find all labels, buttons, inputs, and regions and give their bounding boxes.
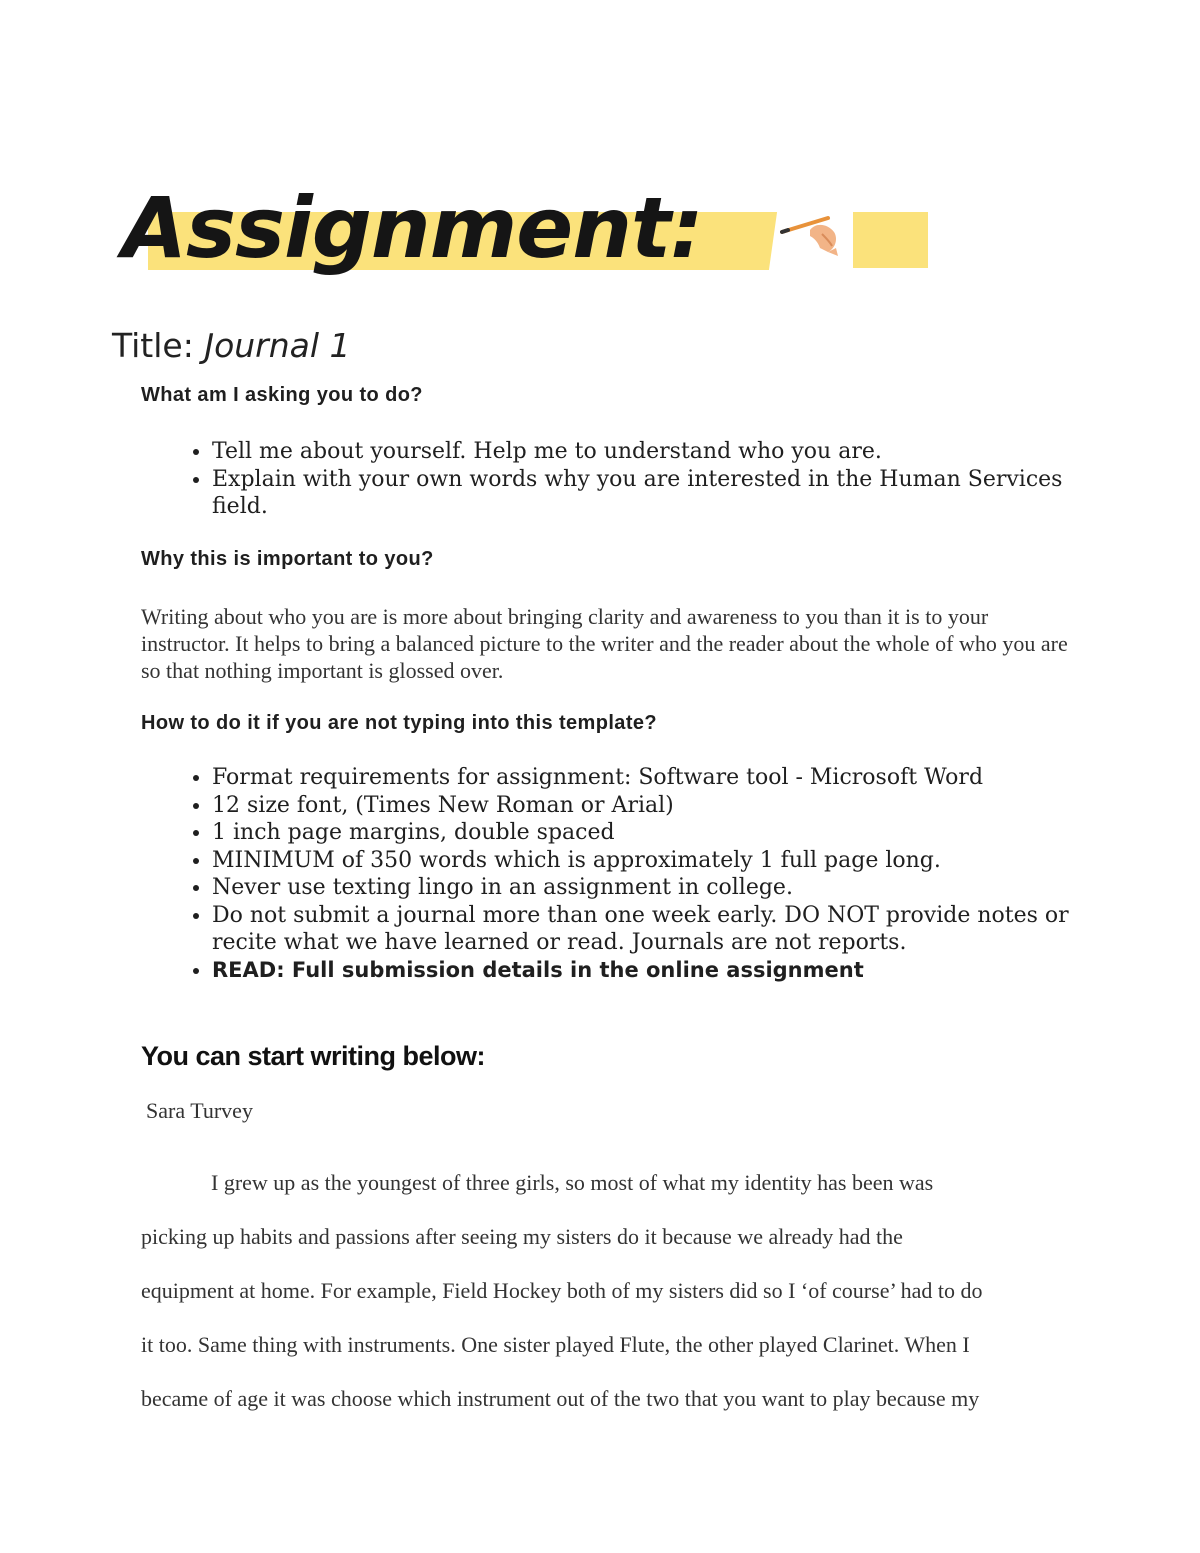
list-item: • 12 size font, (Times New Roman or Arial) [212,792,1072,820]
list-item: • 1 inch page margins, double spaced [212,819,1072,847]
essay-line: picking up habits and passions after seeing my sisters do it because we already had the [141,1224,903,1249]
list-item: • Do not submit a journal more than one week early. DO NOT provide notes or recite what we have learned or read. Journals are not reports. [212,902,1072,957]
essay-line: equipment at home. For example, Field Hockey both of my sisters did so I ‘of course’ had to do [141,1278,983,1303]
essay-body [141,1164,1061,1434]
assignment-title [112,326,351,365]
section-heading-format: How to do it if you are not typing into this template? [141,712,658,734]
list-item: • Format requirements for assignment: Software tool - Microsoft Word [212,764,1072,792]
list-item: • MINIMUM of 350 words which is approximately 1 full page long. [212,847,1072,875]
format-list [141,764,1072,984]
hand-writing-pencil-icon [780,212,852,262]
author-name: Sara Turvey [146,1098,253,1123]
title-value: Journal 1 [204,326,351,365]
essay-line: became of age it was choose which instrument out of the two that you want to play because my [141,1386,980,1411]
essay-line: it too. Same thing with instruments. One sister played Flute, the other played Clarinet. When I [141,1332,970,1357]
list-item: • Never use texting lingo in an assignment in college. [212,874,1072,902]
list-item: • Tell me about yourself. Help me to understand who you are. [212,438,1072,466]
list-item: • Explain with your own words why you are interested in the Human Services field. [212,466,1072,521]
section-heading-task: What am I asking you to do? [141,384,423,406]
section-heading-importance: Why this is important to you? [141,548,434,570]
title-label: Title: [112,326,194,365]
list-item: • READ: Full submission details in the online assignment [212,957,1072,985]
assignment-banner [118,178,938,308]
banner-title: Assignment: [122,179,703,277]
writing-heading: You can start writing below: [141,1041,486,1071]
essay-line: I grew up as the youngest of three girls, so most of what my identity has been was [211,1170,934,1195]
importance-paragraph: Writing about who you are is more about bringing clarity and awareness to you than it is to your instructor. It helps to bring a balanced picture to the writer and the reader about the whole of who you are so that nothing important is glossed over. [141,604,1068,683]
task-list [141,438,1072,521]
banner-highlight-end [853,212,928,268]
